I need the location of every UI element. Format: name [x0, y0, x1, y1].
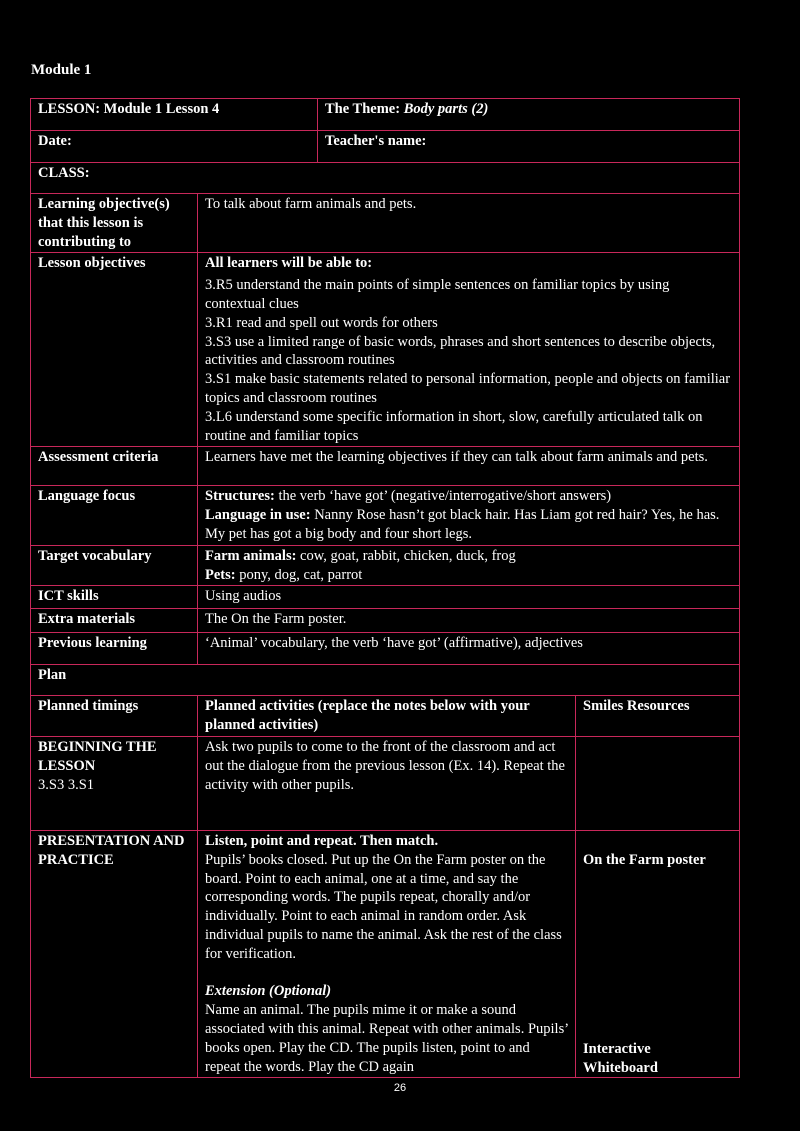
previous-learning-label: Previous learning: [31, 633, 198, 665]
learning-objectives-value: To talk about farm animals and pets.: [198, 194, 740, 253]
assessment-label: Assessment criteria: [31, 447, 198, 486]
class-row: [31, 163, 740, 194]
extra-materials-row: [31, 609, 740, 633]
extra-materials-label: Extra materials: [31, 609, 198, 633]
lesson-label: LESSON: Module 1 Lesson 4: [38, 101, 220, 117]
farm-animals-label: Farm animals:: [205, 547, 297, 564]
date-teacher-row: [31, 131, 740, 163]
presentation-activity-cell: [198, 830, 576, 1077]
pets-label: Pets:: [205, 566, 236, 583]
resource-interactive-whiteboard: Interactive Whiteboard: [583, 1040, 658, 1076]
beginning-activity: Ask two pupils to come to the front of the classroom and act out the dialogue from the previous lesson (Ex. 14). Repeat the activity with other pupils.: [198, 736, 576, 830]
language-focus-cell: [198, 486, 740, 545]
class-cell: [31, 163, 740, 194]
target-vocabulary-row: [31, 545, 740, 586]
presentation-stage: PRESENTATION AND PRACTICE: [31, 830, 198, 1077]
previous-learning-value: ‘Animal’ vocabulary, the verb ‘have got’ (affirmative), adjectives: [198, 633, 740, 665]
col-smiles-resources: Smiles Resources: [576, 696, 740, 737]
lesson-theme-row: [31, 99, 740, 131]
ict-value: Using audios: [198, 586, 740, 609]
structures-value: the verb ‘have got’ (negative/interrogative/short answers): [274, 488, 612, 505]
plan-header-row: [31, 696, 740, 737]
date-label: Date:: [38, 133, 72, 149]
teacher-cell: [318, 131, 740, 163]
target-vocabulary-cell: [198, 545, 740, 586]
beginning-stage: BEGINNING THE LESSON: [38, 738, 157, 774]
date-cell: [31, 131, 318, 163]
farm-animals-value: cow, goat, rabbit, chicken, duck, frog: [296, 547, 516, 564]
col-planned-timings: Planned timings: [31, 696, 198, 737]
plan-title: Plan: [31, 665, 740, 696]
assessment-row: [31, 447, 740, 486]
pets-value: pony, dog, cat, parrot: [235, 566, 363, 583]
presentation-resources-cell: [576, 830, 740, 1077]
page-number: 26: [393, 1082, 407, 1094]
lesson-objectives-label: Lesson objectives: [31, 253, 198, 447]
col-planned-activities: Planned activities (replace the notes below with your planned activities): [198, 696, 576, 737]
beginning-stage-cell: [31, 736, 198, 830]
presentation-heading: Listen, point and repeat. Then match.: [205, 832, 439, 849]
theme-cell: [318, 99, 740, 131]
theme-label: The Theme:: [325, 101, 401, 117]
structures-label: Structures:: [205, 488, 275, 505]
language-focus-row: [31, 486, 740, 545]
theme-value: Body parts (2): [403, 101, 489, 117]
module-heading: Module 1: [31, 62, 92, 78]
learning-objectives-label: Learning objective(s) that this lesson is contributing to: [31, 194, 198, 253]
language-focus-label: Language focus: [31, 486, 198, 545]
objective-item: 3.L6 understand some specific information in short, slow, carefully articulated talk on routine and familiar topics: [205, 408, 703, 444]
ict-label: ICT skills: [31, 586, 198, 609]
language-in-use-label: Language in use:: [205, 507, 311, 524]
assessment-value: Learners have met the learning objectives if they can talk about farm animals and pets.: [198, 447, 740, 486]
objective-item: 3.S1 make basic statements related to personal information, people and objects on familiar topics and classroom routines: [205, 371, 731, 406]
objective-item: 3.R1 read and spell out words for others: [205, 314, 438, 331]
lesson-plan-table: [30, 98, 740, 1078]
extension-label: Extension (Optional): [205, 983, 332, 1000]
teacher-label: Teacher's name:: [325, 133, 427, 149]
extension-body: Name an animal. The pupils mime it or make a sound associated with this animal. Repeat with other animals. Pupils’ books open. Play the CD. The pupils listen, point to and repeat the words. Play the CD again: [205, 1002, 568, 1075]
objective-item: 3.S3 use a limited range of basic words, phrases and short sentences to describe objects, activities and classroom routines: [205, 333, 716, 369]
lesson-cell: [31, 99, 318, 131]
presentation-body: Pupils’ books closed. Put up the On the Farm poster on the board. Point to each animal, one at a time, and say the corresponding words. The pupils repeat, chorally and/or individually. Point to each animal in random order. Ask individual pupils to name the animal. Ask the rest of the class for verification.: [205, 851, 562, 962]
lesson-objectives-intro: All learners will be able to:: [205, 255, 373, 272]
extra-materials-value: The On the Farm poster.: [198, 609, 740, 633]
resource-poster: On the Farm poster: [583, 851, 706, 868]
objective-item: 3.R5 understand the main points of simple sentences on familiar topics by using contextual clues: [205, 277, 670, 312]
language-in-use-value: Nanny Rose hasn’t got black hair. Has Liam got red hair? Yes, he has. My pet has got a big body and four short legs.: [205, 507, 720, 542]
class-label: CLASS:: [38, 165, 90, 181]
learning-objectives-row: [31, 194, 740, 253]
beginning-codes: 3.S3 3.S1: [38, 776, 95, 793]
presentation-row: [31, 830, 740, 1077]
lesson-objectives-row: [31, 253, 740, 447]
beginning-row: [31, 736, 740, 830]
ict-row: [31, 586, 740, 609]
plan-row: [31, 665, 740, 696]
beginning-resource: [576, 736, 740, 830]
lesson-objectives-cell: [198, 253, 740, 447]
previous-learning-row: [31, 633, 740, 665]
target-vocabulary-label: Target vocabulary: [31, 545, 198, 586]
